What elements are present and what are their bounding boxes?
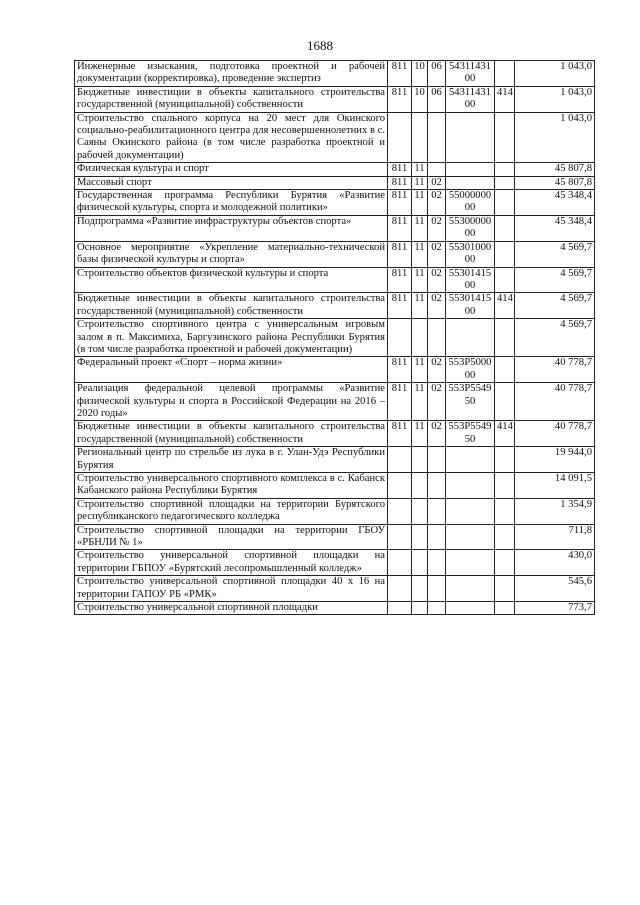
row-amount-cell: 14 091,5 [515, 473, 595, 499]
row-amount-cell: 1 043,0 [515, 112, 595, 163]
row-name-cell: Строительство универсальной спортивной площадки 40 х 16 на территории ГАПОУ РБ «РМК» [75, 576, 388, 602]
row-rz-cell [412, 550, 428, 576]
row-amount-cell: 40 778,7 [515, 421, 595, 447]
row-name-cell: Государственная программа Республики Бурятия «Развитие физической культуры, спорта и молодежной политики» [75, 190, 388, 216]
row-pr-cell: 02 [428, 421, 446, 447]
table-row [75, 176, 595, 189]
row-code-cell: 5530100000 [446, 241, 495, 267]
row-amount-cell: 45 807,8 [515, 163, 595, 176]
row-rz-cell: 11 [412, 241, 428, 267]
row-pr-cell [428, 498, 446, 524]
row-vr-cell [495, 112, 515, 163]
table-row [75, 357, 595, 383]
table-row [75, 498, 595, 524]
row-code-cell [446, 498, 495, 524]
row-code-cell [446, 524, 495, 550]
table-row [75, 163, 595, 176]
row-rz-cell [412, 112, 428, 163]
page-number: 1688 [307, 38, 333, 53]
row-gr-cell: 811 [388, 86, 412, 112]
table-row [75, 61, 595, 87]
row-vr-cell [495, 61, 515, 87]
row-name-cell: Строительство универсального спортивного комплекса в с. Кабанск Кабанского района Республики Бурятия [75, 473, 388, 499]
row-code-cell [446, 550, 495, 576]
row-rz-cell [412, 576, 428, 602]
row-pr-cell [428, 576, 446, 602]
row-rz-cell: 11 [412, 190, 428, 216]
row-pr-cell: 02 [428, 176, 446, 189]
row-gr-cell [388, 602, 412, 615]
row-amount-cell: 40 778,7 [515, 357, 595, 383]
row-code-cell [446, 176, 495, 189]
row-name-cell: Реализация федеральной целевой программы «Развитие физической культуры и спорта в Российской Федерации на 2016 – 2020 годы» [75, 383, 388, 421]
row-rz-cell: 11 [412, 267, 428, 293]
row-amount-cell: 711,8 [515, 524, 595, 550]
row-code-cell [446, 576, 495, 602]
row-gr-cell: 811 [388, 267, 412, 293]
row-vr-cell [495, 383, 515, 421]
row-name-cell: Строительство универсальной спортивной площадки на территории ГБПОУ «Бурятский лесопромышленный колледж» [75, 550, 388, 576]
row-pr-cell: 02 [428, 267, 446, 293]
row-gr-cell: 811 [388, 293, 412, 319]
row-name-cell: Массовый спорт [75, 176, 388, 189]
table-row [75, 421, 595, 447]
table-row [75, 293, 595, 319]
row-amount-cell: 773,7 [515, 602, 595, 615]
row-gr-cell [388, 524, 412, 550]
row-pr-cell [428, 473, 446, 499]
row-vr-cell: 414 [495, 86, 515, 112]
row-name-cell: Бюджетные инвестиции в объекты капитального строительства государственной (муниципальной) собственности [75, 293, 388, 319]
row-code-cell: 553P554950 [446, 421, 495, 447]
row-pr-cell: 02 [428, 241, 446, 267]
table-row [75, 267, 595, 293]
row-pr-cell [428, 447, 446, 473]
row-rz-cell: 11 [412, 383, 428, 421]
row-vr-cell [495, 241, 515, 267]
row-vr-cell [495, 267, 515, 293]
table-row [75, 576, 595, 602]
row-vr-cell [495, 447, 515, 473]
row-gr-cell: 811 [388, 61, 412, 87]
row-pr-cell: 06 [428, 61, 446, 87]
row-name-cell: Строительство спортивной площадки на территории ГБОУ «РБНЛИ № 1» [75, 524, 388, 550]
row-amount-cell: 545,6 [515, 576, 595, 602]
row-name-cell: Бюджетные инвестиции в объекты капитального строительства государственной (муниципальной) собственности [75, 421, 388, 447]
row-rz-cell [412, 498, 428, 524]
table-row [75, 602, 595, 615]
row-amount-cell: 430,0 [515, 550, 595, 576]
table-row [75, 524, 595, 550]
row-rz-cell: 10 [412, 86, 428, 112]
row-name-cell: Федеральный проект «Спорт – норма жизни» [75, 357, 388, 383]
row-name-cell: Строительство спортивной площадки на территории Бурятского республиканского педагогического колледжа [75, 498, 388, 524]
row-amount-cell: 45 807,8 [515, 176, 595, 189]
row-gr-cell [388, 576, 412, 602]
row-code-cell [446, 319, 495, 357]
row-vr-cell [495, 602, 515, 615]
row-name-cell: Инженерные изыскания, подготовка проектной и рабочей документации (корректировка), проведение экспертиз [75, 61, 388, 87]
row-vr-cell [495, 576, 515, 602]
table-row [75, 86, 595, 112]
row-gr-cell [388, 319, 412, 357]
row-code-cell [446, 473, 495, 499]
row-amount-cell: 40 778,7 [515, 383, 595, 421]
row-pr-cell: 02 [428, 190, 446, 216]
row-gr-cell: 811 [388, 421, 412, 447]
row-pr-cell: 02 [428, 293, 446, 319]
row-pr-cell [428, 319, 446, 357]
table-row [75, 447, 595, 473]
row-rz-cell: 11 [412, 293, 428, 319]
row-rz-cell: 11 [412, 215, 428, 241]
row-amount-cell: 1 043,0 [515, 86, 595, 112]
row-rz-cell [412, 524, 428, 550]
row-pr-cell [428, 163, 446, 176]
row-rz-cell [412, 602, 428, 615]
row-rz-cell [412, 447, 428, 473]
table-row [75, 215, 595, 241]
row-pr-cell: 02 [428, 215, 446, 241]
row-vr-cell [495, 190, 515, 216]
row-amount-cell: 4 569,7 [515, 267, 595, 293]
row-code-cell [446, 447, 495, 473]
row-code-cell: 5530141500 [446, 267, 495, 293]
row-amount-cell: 4 569,7 [515, 241, 595, 267]
row-vr-cell [495, 319, 515, 357]
row-vr-cell: 414 [495, 421, 515, 447]
row-name-cell: Строительство универсальной спортивной площадки [75, 602, 388, 615]
budget-table [74, 60, 595, 615]
row-rz-cell [412, 473, 428, 499]
row-amount-cell: 45 348,4 [515, 190, 595, 216]
row-rz-cell: 10 [412, 61, 428, 87]
row-amount-cell: 1 043,0 [515, 61, 595, 87]
table-row [75, 190, 595, 216]
row-gr-cell [388, 473, 412, 499]
table-row [75, 241, 595, 267]
row-name-cell: Подпрограмма «Развитие инфраструктуры объектов спорта» [75, 215, 388, 241]
table-row [75, 473, 595, 499]
row-gr-cell: 811 [388, 190, 412, 216]
row-pr-cell [428, 524, 446, 550]
row-vr-cell [495, 163, 515, 176]
row-gr-cell: 811 [388, 383, 412, 421]
row-code-cell: 553P554950 [446, 383, 495, 421]
row-rz-cell [412, 319, 428, 357]
row-pr-cell [428, 602, 446, 615]
row-vr-cell [495, 524, 515, 550]
row-code-cell [446, 163, 495, 176]
row-pr-cell: 02 [428, 357, 446, 383]
row-gr-cell: 811 [388, 176, 412, 189]
row-code-cell: 5431143100 [446, 86, 495, 112]
row-name-cell: Региональный центр по стрельбе из лука в г. Улан-Удэ Республики Бурятия [75, 447, 388, 473]
table-row [75, 319, 595, 357]
row-name-cell: Бюджетные инвестиции в объекты капитального строительства государственной (муниципальной) собственности [75, 86, 388, 112]
row-vr-cell [495, 357, 515, 383]
table-row [75, 550, 595, 576]
row-name-cell: Строительство спального корпуса на 20 мест для Окинского социально-реабилитационного центра для несовершеннолетних в с. Саяны Окинского района (в том числе разработка проектной и рабочей документации) [75, 112, 388, 163]
row-name-cell: Основное мероприятие «Укрепление материально-технической базы физической культуры и спорта» [75, 241, 388, 267]
row-gr-cell: 811 [388, 241, 412, 267]
row-code-cell [446, 112, 495, 163]
row-gr-cell [388, 550, 412, 576]
row-name-cell: Физическая культура и спорт [75, 163, 388, 176]
row-rz-cell: 11 [412, 176, 428, 189]
row-vr-cell [495, 176, 515, 189]
row-pr-cell [428, 112, 446, 163]
row-pr-cell [428, 550, 446, 576]
row-code-cell: 5530141500 [446, 293, 495, 319]
row-gr-cell: 811 [388, 163, 412, 176]
row-pr-cell: 02 [428, 383, 446, 421]
row-amount-cell: 4 569,7 [515, 293, 595, 319]
row-gr-cell [388, 112, 412, 163]
table-row [75, 383, 595, 421]
row-code-cell [446, 602, 495, 615]
row-code-cell: 5530000000 [446, 215, 495, 241]
row-name-cell: Строительство объектов физической культуры и спорта [75, 267, 388, 293]
row-rz-cell: 11 [412, 421, 428, 447]
row-code-cell: 5431143100 [446, 61, 495, 87]
row-amount-cell: 19 944,0 [515, 447, 595, 473]
row-gr-cell: 811 [388, 215, 412, 241]
row-amount-cell: 45 348,4 [515, 215, 595, 241]
row-vr-cell [495, 498, 515, 524]
row-amount-cell: 4 569,7 [515, 319, 595, 357]
row-code-cell: 5500000000 [446, 190, 495, 216]
row-gr-cell [388, 447, 412, 473]
row-code-cell: 553P500000 [446, 357, 495, 383]
row-pr-cell: 06 [428, 86, 446, 112]
table-row [75, 112, 595, 163]
row-rz-cell: 11 [412, 163, 428, 176]
row-vr-cell: 414 [495, 293, 515, 319]
row-vr-cell [495, 215, 515, 241]
row-gr-cell [388, 498, 412, 524]
row-amount-cell: 1 354,9 [515, 498, 595, 524]
row-rz-cell: 11 [412, 357, 428, 383]
row-vr-cell [495, 550, 515, 576]
row-gr-cell: 811 [388, 357, 412, 383]
row-vr-cell [495, 473, 515, 499]
row-name-cell: Строительство спортивного центра с универсальным игровым залом в п. Максимиха, Баргузинского района Республики Бурятия (в том числе разработка проектной и рабочей документации) [75, 319, 388, 357]
